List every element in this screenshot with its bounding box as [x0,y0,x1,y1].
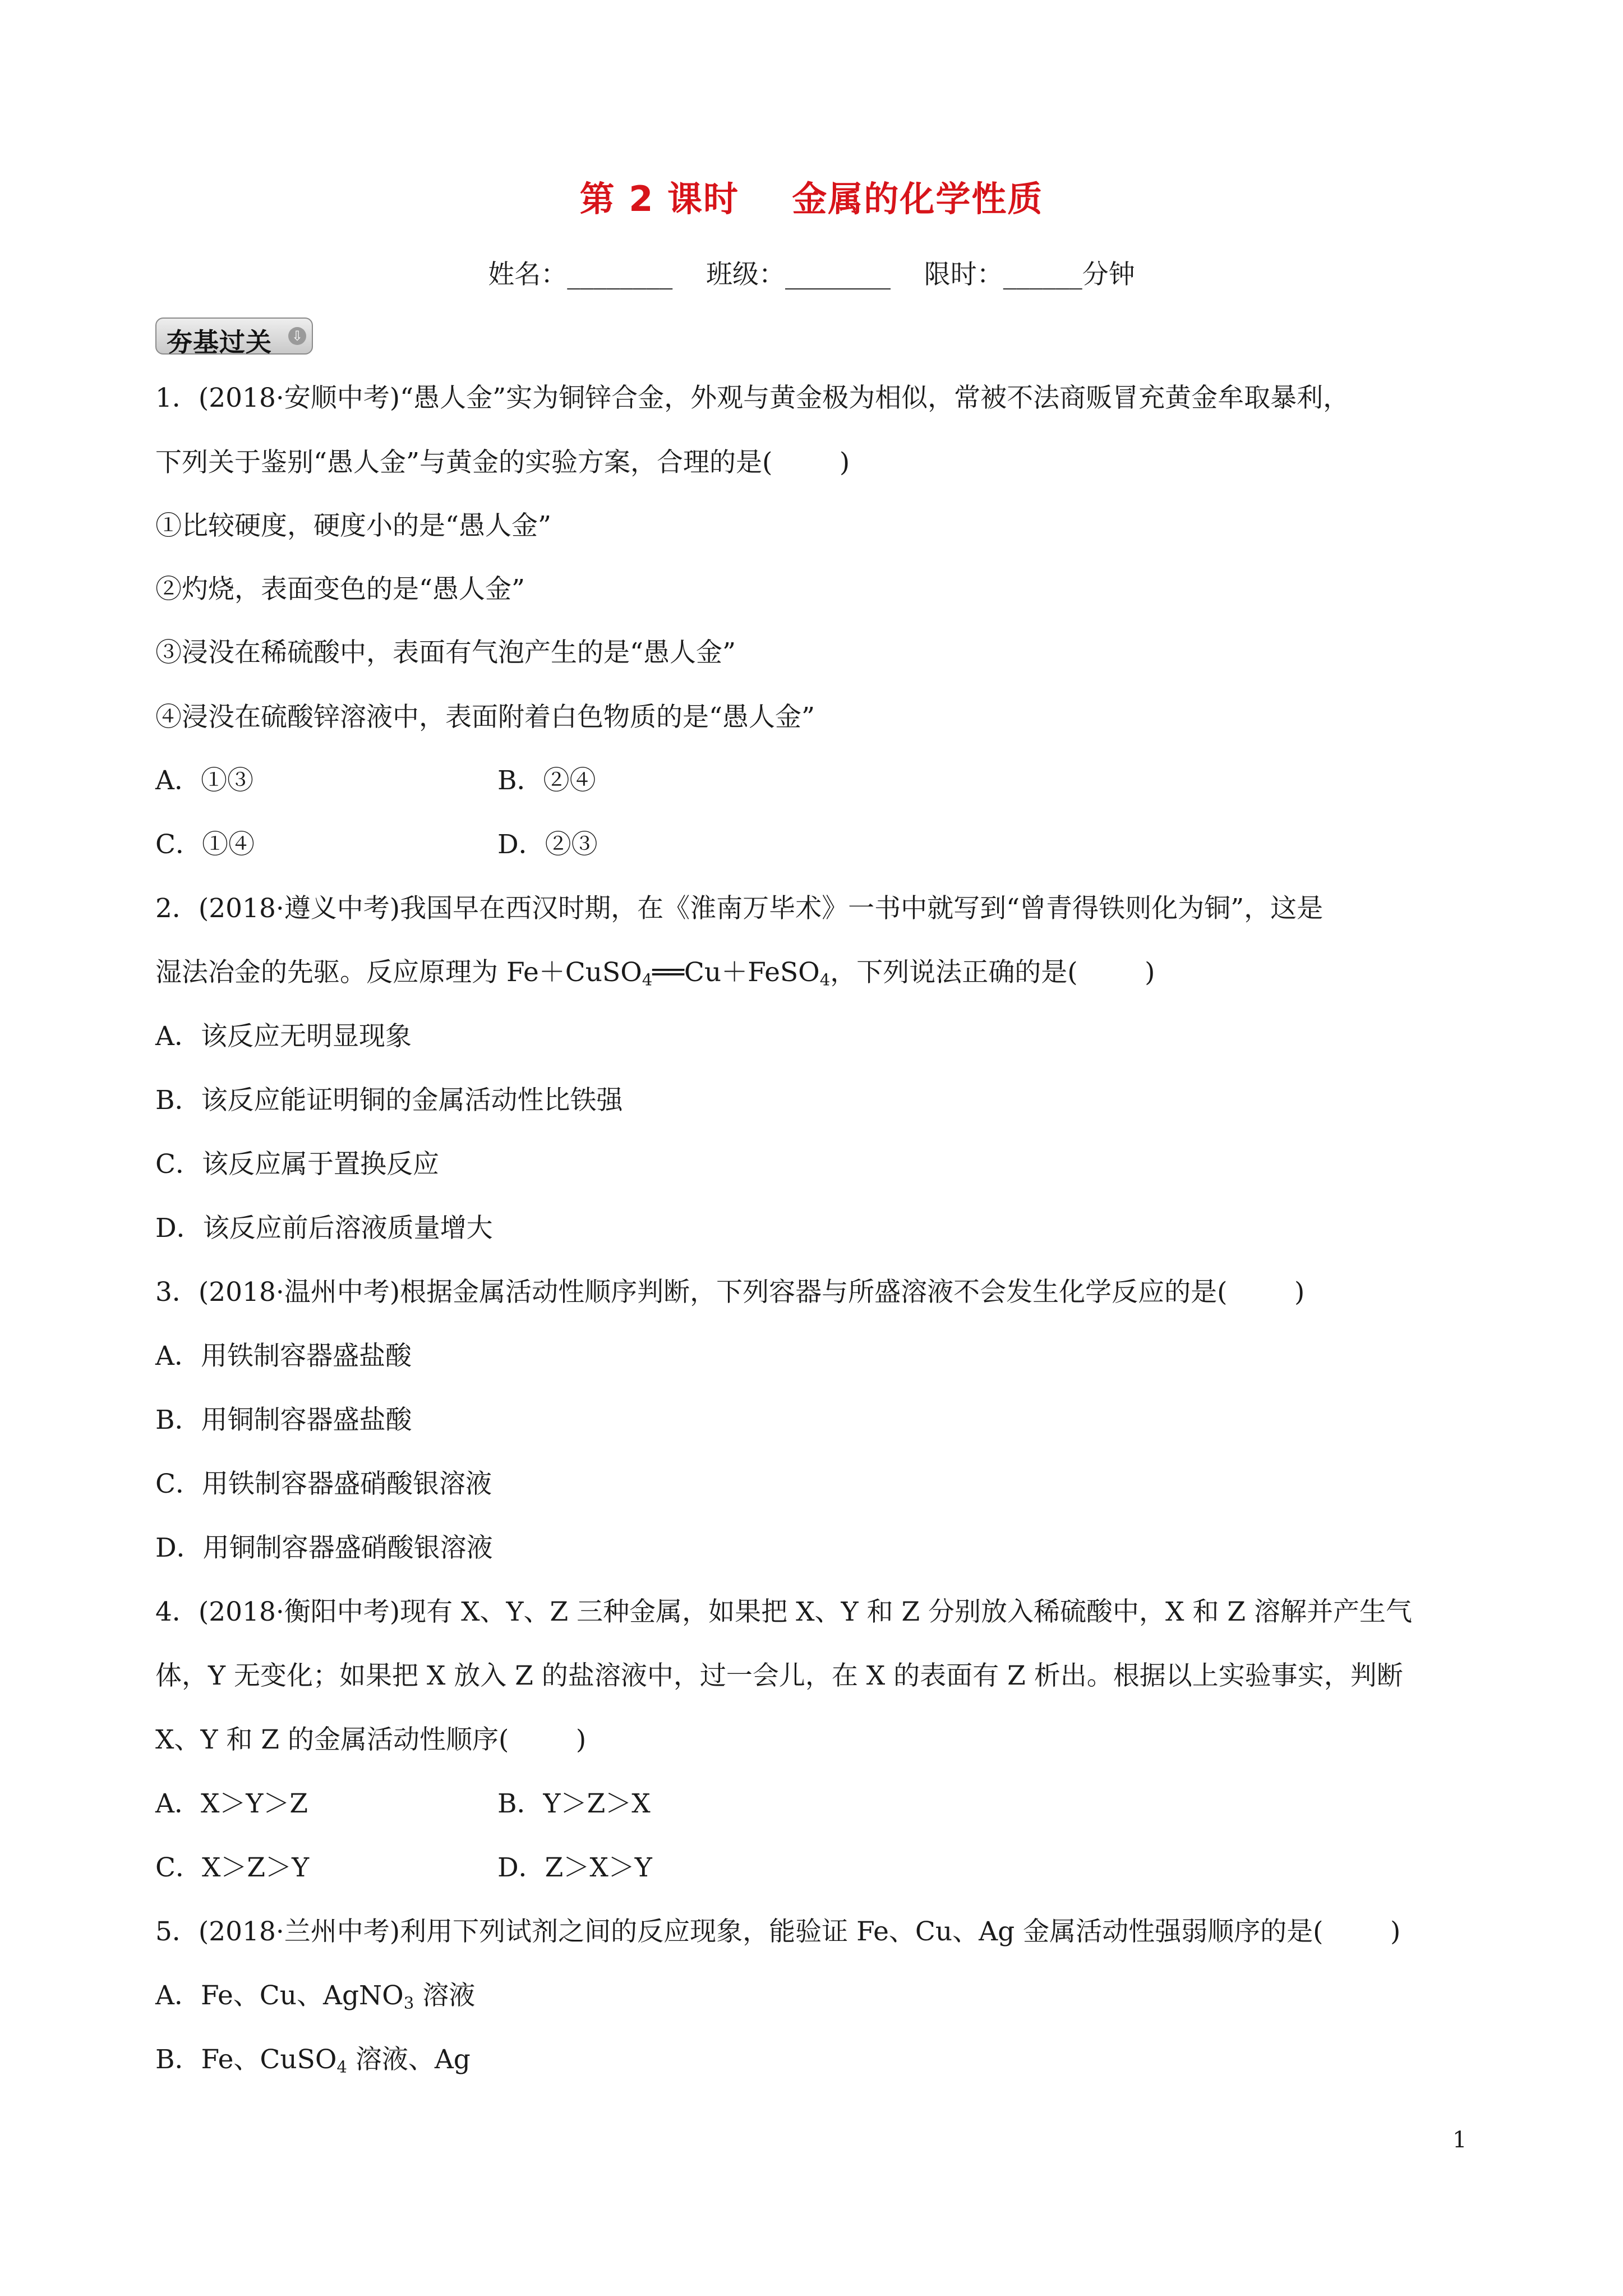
section-badge [155,318,313,355]
q2-stem-line2: 湿法冶金的先驱。反应原理为 Fe＋CuSO$_4$══Cu＋FeSO$_4$，下列说法正确的是( ) [155,957,1155,990]
q4-stem-line2: 体，Y 无变化；如果把 X 放入 Z 的盐溶液中，过一会儿，在 X 的表面有 Z 析出。根据以上实验事实，判断 [155,1660,1403,1691]
q5-stem: 5．(2018·兰州中考)利用下列试剂之间的反应现象，能验证 Fe、Cu、Ag 金属活动性强弱顺序的是( ) [155,1916,1401,1947]
q1-option-d: D．②③ [497,829,598,860]
q2-option-a: A．该反应无明显现象 [155,1021,412,1052]
q3-option-d: D．用铜制容器盛硝酸银溶液 [155,1533,493,1563]
q1-stem-line2: 下列关于鉴别“愚人金”与黄金的实验方案，合理的是( ) [155,447,850,478]
arrow-down-icon: ⇩ [288,327,306,345]
q3-option-a: A．用铁制容器盛盐酸 [155,1341,412,1372]
q2-option-d: D．该反应前后溶液质量增大 [155,1213,493,1244]
q4-option-a: A．X＞Y＞Z [155,1788,308,1819]
q4-option-c: C．X＞Z＞Y [155,1852,310,1883]
q4-stem-line1: 4．(2018·衡阳中考)现有 X、Y、Z 三种金属，如果把 X、Y 和 Z 分别放入稀硫酸中，X 和 Z 溶解并产生气 [155,1596,1412,1627]
q1-option-c: C．①④ [155,829,255,860]
q2-option-c: C．该反应属于置换反应 [155,1149,439,1180]
q5-option-b: B．Fe、CuSO$_4$ 溶液、Ag [155,2044,471,2077]
q1-stem-line1: 1．(2018·安顺中考)“愚人金”实为铜锌合金，外观与黄金极为相似，常被不法商贩冒充黄金牟取暴利， [155,383,1350,413]
q2-option-b: B．该反应能证明铜的金属活动性比铁强 [155,1085,623,1116]
q2-stem-line1: 2．(2018·遵义中考)我国早在西汉时期，在《淮南万毕术》一书中就写到“曾青得铁则化为铜”，这是 [155,893,1324,924]
page-title: 第 2 课时 金属的化学性质 [579,178,1044,219]
q3-option-b: B．用铜制容器盛盐酸 [155,1405,412,1435]
section-badge-label: 夯基过关 [167,327,272,357]
q1-statement-2: ②灼烧，表面变色的是“愚人金” [155,574,525,605]
q3-option-c: C．用铁制容器盛硝酸银溶液 [155,1469,492,1499]
q4-option-d: D．Z＞X＞Y [497,1852,652,1883]
q1-statement-1: ①比较硬度，硬度小的是“愚人金” [155,510,552,541]
q4-stem-line3: X、Y 和 Z 的金属活动性顺序( ) [155,1724,587,1755]
student-info-line: 姓名：________ 班级：________ 限时：______分钟 [488,259,1135,290]
page-number: 1 [1453,2127,1467,2153]
q5-option-a: A．Fe、Cu、AgNO$_3$ 溶液 [155,1980,476,2013]
q1-statement-3: ③浸没在稀硫酸中，表面有气泡产生的是“愚人金” [155,637,736,668]
q1-option-b: B．②④ [497,765,596,796]
q1-statement-4: ④浸没在硫酸锌溶液中，表面附着白色物质的是“愚人金” [155,702,815,733]
q3-stem: 3．(2018·温州中考)根据金属活动性顺序判断，下列容器与所盛溶液不会发生化学反应的是( ) [155,1277,1305,1308]
q1-option-a: A．①③ [155,765,253,796]
q4-option-b: B．Y＞Z＞X [497,1788,651,1819]
